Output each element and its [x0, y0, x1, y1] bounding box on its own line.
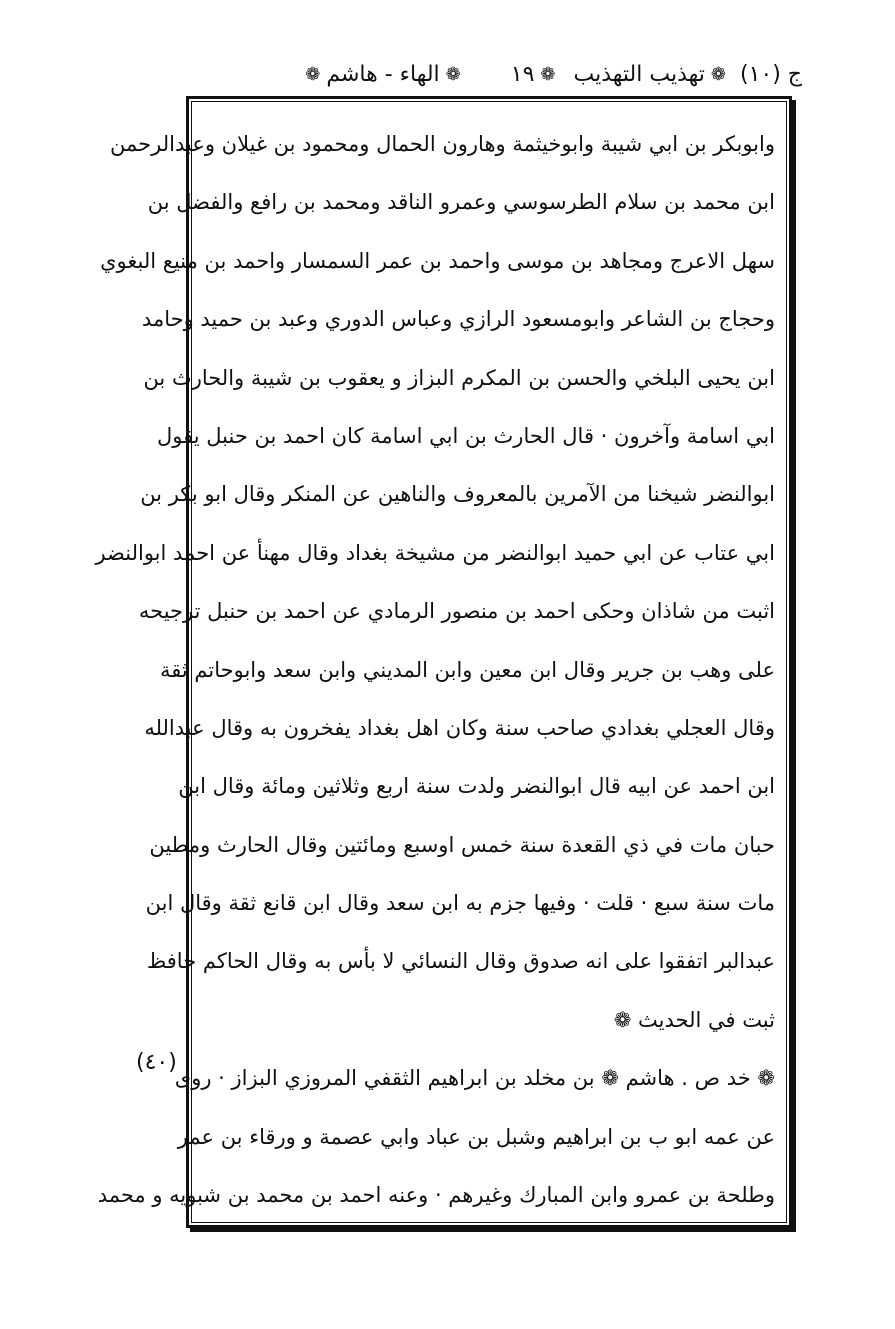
text-line: ابي اسامة وآخرون · قال الحارث بن ابي اسامة كان احمد بن حنبل يقول	[157, 423, 775, 448]
text-line: ابي عتاب عن ابي حميد ابوالنضر من مشيخة بغداد وقال مهنأ عن احمد ابوالنضر	[95, 540, 775, 565]
text-line: ابن محمد بن سلام الطرسوسي وعمرو الناقد ومحمد بن رافع والفضل بن	[147, 190, 775, 215]
text-line: عبدالبر اتفقوا على انه صدوق وقال النسائي لا بأس به وقال الحاكم حافظ	[146, 949, 775, 974]
text-line: اثبت من شاذان وحكى احمد بن منصور الرمادي عن احمد بن حنبل ترجيحه	[138, 599, 775, 624]
entry-start-line: ❁ خد ص . هاشم ❁ بن مخلد بن ابراهيم الثقفي المروزي البزاز · روى	[174, 1066, 775, 1091]
ornament-icon: ❁	[445, 63, 461, 85]
book-title: تهذيب التهذيب	[573, 61, 705, 87]
entry-heading: الهاء - هاشم	[326, 61, 440, 87]
text-line: وحجاج بن الشاعر وابومسعود الرازي وعباس الدوري وعبد بن حميد وحامد	[141, 307, 775, 332]
ornament-icon: ❁	[305, 63, 321, 85]
text-line: ابوالنضر شيخنا من الآمرين بالمعروف والناهين عن المنكر وقال ابو بكر بن	[140, 482, 775, 507]
text-line-end-of-entry: ثبت في الحديث ❁	[613, 1007, 775, 1032]
text-line: مات سنة سبع · قلت · وفيها جزم به ابن سعد وقال ابن قانع ثقة وقال ابن	[145, 891, 775, 916]
text-line: ابن احمد عن ابيه قال ابوالنضر ولدت سنة اربع وثلاثين ومائة وقال ابن	[178, 774, 775, 799]
text-line: وقال العجلي بغدادي صاحب سنة وكان اهل بغداد يفخرون به وقال عبدالله	[144, 715, 775, 740]
page-number: ١٩	[510, 61, 535, 87]
text-line: عن عمه ابو ب بن ابراهيم وشبل بن عباد وابي عصمة و ورقاء بن عمر	[177, 1124, 775, 1149]
volume-number: ج (١٠)	[739, 61, 802, 87]
ornament-icon: ❁	[710, 63, 726, 85]
text-line: على وهب بن جرير وقال ابن معين وابن المديني وابن سعد وابوحاتم ثقة	[160, 657, 775, 682]
text-line: ابن يحيى البلخي والحسن بن المكرم البزاز و يعقوب بن شيبة والحارث بن	[143, 365, 775, 390]
text-line: حبان مات في ذي القعدة سنة خمس اوسبع ومائتين وقال الحارث ومطين	[149, 832, 775, 857]
ornament-icon: ❁	[540, 63, 556, 85]
text-line: سهل الاعرج ومجاهد بن موسى واحمد بن عمر السمسار واحمد بن منيع البغوي	[100, 248, 775, 273]
entry-margin-number: (٤٠)	[136, 1050, 177, 1075]
running-header	[180, 52, 802, 96]
text-line: وابوبكر بن ابي شيبة وابوخيثمة وهارون الحمال ومحمود بن غيلان وعبدالرحمن	[110, 132, 775, 156]
text-line: وطلحة بن عمرو وابن المبارك وغيرهم · وعنه احمد بن محمد بن شبويه و محمد	[97, 1183, 775, 1208]
